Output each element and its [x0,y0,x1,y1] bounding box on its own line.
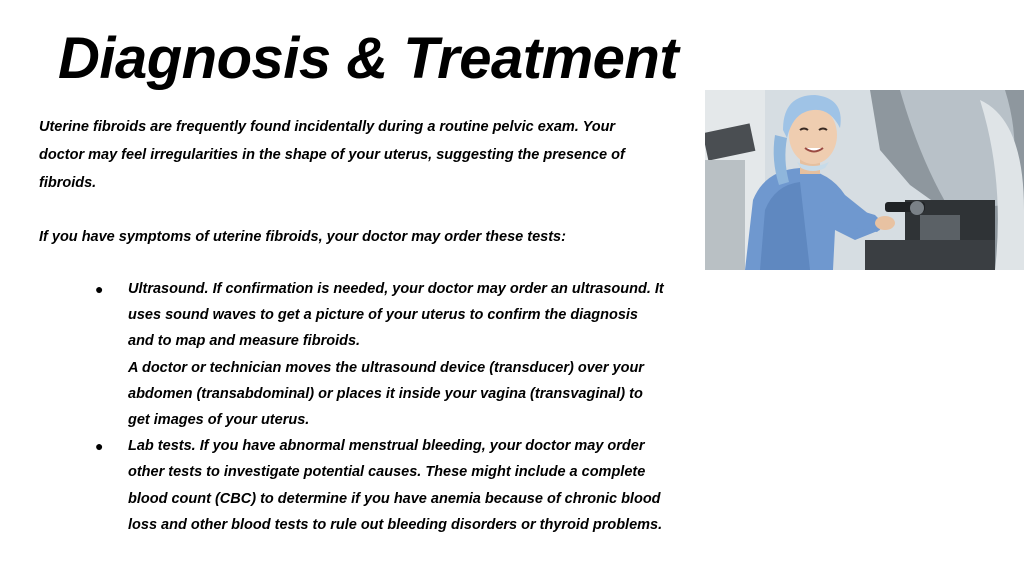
intro-paragraph [39,113,699,197]
list-item-ultrasound [0,276,708,433]
bullet-line: loss and other blood tests to rule out bleeding disorders or thyroid problems. [128,516,663,533]
bullet-line: A doctor or technician moves the ultrasound device (transducer) over your [128,359,644,376]
slide-title: Diagnosis & Treatment [58,26,679,91]
bullet-line: and to map and measure fibroids. [128,333,361,350]
intro-line: doctor may feel irregularities in the shape of your uterus, suggesting the presence of [39,147,625,163]
bullet-line: Lab tests. If you have abnormal menstrual bleeding, your doctor may order [128,438,645,455]
intro-line: Uterine fibroids are frequently found incidentally during a routine pelvic exam. Your [39,119,616,135]
list-item-lab-tests [0,433,708,538]
bullet-line: Ultrasound. If confirmation is needed, your doctor may order an ultrasound. It [128,281,664,297]
bullet-line: get images of your uterus. [128,412,310,429]
bullet-line: abdomen (transabdominal) or places it inside your vagina (transvaginal) to [128,385,643,402]
tests-intro-paragraph: If you have symptoms of uterine fibroids, your doctor may order these tests: [39,229,566,245]
intro-line: fibroids. [39,175,97,191]
bullet-icon: ● [95,281,104,297]
bullet-line: blood count (CBC) to determine if you have anemia because of chronic blood [128,490,661,507]
bullet-line: uses sound waves to get a picture of your uterus to confirm the diagnosis [128,307,638,324]
tests-list [0,276,720,538]
bullet-line: other tests to investigate potential causes. These might include a complete [128,464,646,481]
surgeon-at-robotic-console-photo [705,90,1024,270]
bullet-icon: ● [95,438,104,455]
